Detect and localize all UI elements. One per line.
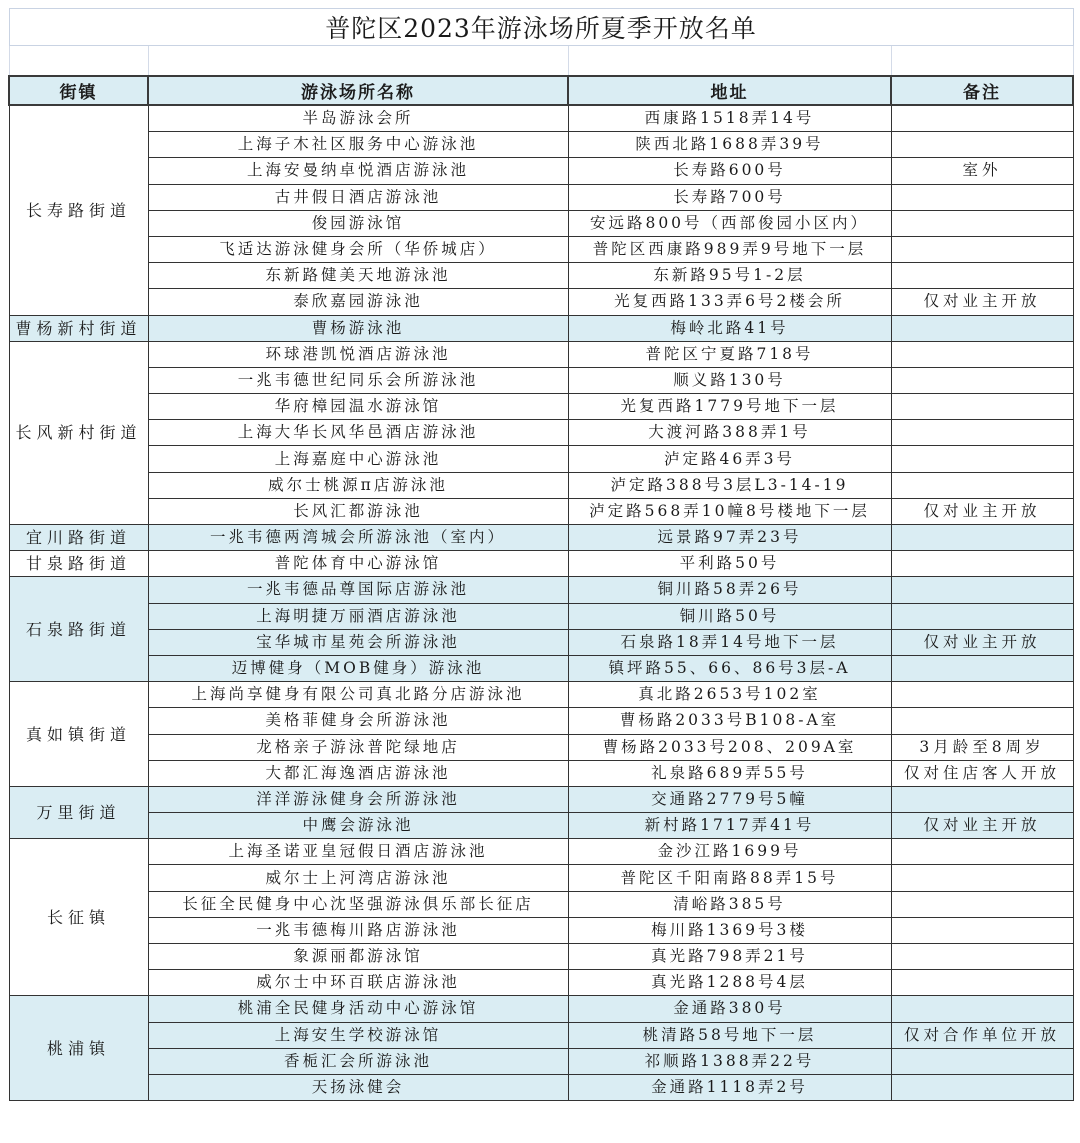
page-title: 普陀区2023年游泳场所夏季开放名单 [9,9,1073,46]
district-cell[interactable]: 石泉路街道 [9,577,148,682]
column-header-address: 地址 [568,76,891,105]
note-cell[interactable]: 室外 [891,158,1073,184]
note-cell[interactable]: 3月龄至8周岁 [891,734,1073,760]
table-row [9,367,1073,393]
address-cell[interactable]: 曹杨路2033号208、209A室 [568,734,891,760]
pool-name-cell[interactable]: 飞适达游泳健身会所（华侨城店） [148,236,568,262]
note-cell[interactable] [891,367,1073,393]
pool-name-cell[interactable]: 东新路健美天地游泳池 [148,263,568,289]
district-cell[interactable]: 甘泉路街道 [9,551,148,577]
note-cell[interactable] [891,1048,1073,1074]
address-cell[interactable]: 桃清路58号地下一层 [568,1022,891,1048]
table-row [9,629,1073,655]
table-row [9,813,1073,839]
pool-list-table [8,8,1074,1101]
column-header-pool-name: 游泳场所名称 [148,76,568,105]
address-cell[interactable]: 清峪路385号 [568,891,891,917]
note-cell[interactable] [891,184,1073,210]
table-row [9,105,1073,132]
pool-name-cell[interactable]: 香栀汇会所游泳池 [148,1048,568,1074]
table-row [9,263,1073,289]
pool-name-cell[interactable]: 长风汇都游泳池 [148,498,568,524]
header-row [9,76,1073,105]
note-cell[interactable] [891,786,1073,812]
address-cell[interactable]: 礼泉路689弄55号 [568,760,891,786]
note-cell[interactable] [891,577,1073,603]
address-cell[interactable]: 石泉路18弄14号地下一层 [568,629,891,655]
pool-name-cell[interactable]: 天扬泳健会 [148,1074,568,1100]
note-cell[interactable] [891,472,1073,498]
pool-name-cell[interactable]: 威尔士中环百联店游泳池 [148,970,568,996]
blank-cell[interactable] [148,46,568,77]
pool-name-cell[interactable]: 龙格亲子游泳普陀绿地店 [148,734,568,760]
pool-name-cell[interactable]: 中鹰会游泳池 [148,813,568,839]
table-row [9,682,1073,708]
pool-name-cell[interactable]: 一兆韦德两湾城会所游泳池（室内） [148,525,568,551]
address-cell[interactable]: 东新路95号1-2层 [568,263,891,289]
address-cell[interactable]: 梅岭北路41号 [568,315,891,341]
address-cell[interactable]: 普陀区西康路989弄9号地下一层 [568,236,891,262]
address-cell[interactable]: 梅川路1369号3楼 [568,917,891,943]
note-cell[interactable] [891,341,1073,367]
address-cell[interactable]: 大渡河路388弄1号 [568,420,891,446]
blank-cell[interactable] [9,46,148,77]
table-row [9,315,1073,341]
address-cell[interactable]: 普陀区千阳南路88弄15号 [568,865,891,891]
table-row [9,944,1073,970]
table-row [9,708,1073,734]
table-row [9,236,1073,262]
note-cell[interactable] [891,210,1073,236]
table-row [9,289,1073,315]
pool-name-cell[interactable]: 洋洋游泳健身会所游泳池 [148,786,568,812]
note-cell[interactable] [891,865,1073,891]
note-cell[interactable]: 仅对住店客人开放 [891,760,1073,786]
table-row [9,577,1073,603]
table-row [9,839,1073,865]
pool-name-cell[interactable]: 象源丽都游泳馆 [148,944,568,970]
table-row [9,786,1073,812]
address-cell[interactable]: 安远路800号（西部俊园小区内） [568,210,891,236]
blank-cell[interactable] [891,46,1073,77]
note-cell[interactable] [891,1074,1073,1100]
note-cell[interactable] [891,315,1073,341]
column-header-note: 备注 [891,76,1073,105]
address-cell[interactable]: 顺义路130号 [568,367,891,393]
note-cell[interactable] [891,891,1073,917]
pool-name-cell[interactable]: 一兆韦德梅川路店游泳池 [148,917,568,943]
table-row [9,525,1073,551]
address-cell[interactable]: 真北路2653号102室 [568,682,891,708]
address-cell[interactable]: 远景路97弄23号 [568,525,891,551]
note-cell[interactable] [891,682,1073,708]
pool-name-cell[interactable]: 环球港凯悦酒店游泳池 [148,341,568,367]
pool-name-cell[interactable]: 上海子木社区服务中心游泳池 [148,132,568,158]
note-cell[interactable]: 仅对业主开放 [891,813,1073,839]
table-row [9,341,1073,367]
table-row [9,472,1073,498]
address-cell[interactable]: 长寿路600号 [568,158,891,184]
address-cell[interactable]: 铜川路58弄26号 [568,577,891,603]
pool-name-cell[interactable]: 泰欣嘉园游泳池 [148,289,568,315]
table-row [9,446,1073,472]
note-cell[interactable] [891,839,1073,865]
column-header-district: 街镇 [9,76,148,105]
table-body [9,105,1073,1101]
note-cell[interactable] [891,708,1073,734]
address-cell[interactable]: 长寿路700号 [568,184,891,210]
address-cell[interactable]: 西康路1518弄14号 [568,105,891,132]
table-row [9,865,1073,891]
district-cell[interactable]: 长征镇 [9,839,148,996]
table-row [9,184,1073,210]
address-cell[interactable]: 平利路50号 [568,551,891,577]
address-cell[interactable]: 真光路798弄21号 [568,944,891,970]
address-cell[interactable]: 金通路1118弄2号 [568,1074,891,1100]
pool-name-cell[interactable]: 俊园游泳馆 [148,210,568,236]
table-row [9,603,1073,629]
address-cell[interactable]: 交通路2779号5幢 [568,786,891,812]
pool-name-cell[interactable]: 上海圣诺亚皇冠假日酒店游泳池 [148,839,568,865]
pool-name-cell[interactable]: 半岛游泳会所 [148,105,568,132]
address-cell[interactable]: 新村路1717弄41号 [568,813,891,839]
blank-cell[interactable] [568,46,891,77]
note-cell[interactable] [891,446,1073,472]
pool-name-cell[interactable]: 桃浦全民健身活动中心游泳馆 [148,996,568,1022]
pool-name-cell[interactable]: 上海安曼纳卓悦酒店游泳池 [148,158,568,184]
table-row [9,158,1073,184]
district-cell[interactable]: 宜川路街道 [9,525,148,551]
table-row [9,996,1073,1022]
table-row [9,498,1073,524]
pool-name-cell[interactable]: 威尔士桃源π店游泳池 [148,472,568,498]
note-cell[interactable] [891,263,1073,289]
note-cell[interactable]: 仅对业主开放 [891,289,1073,315]
table-row [9,1022,1073,1048]
address-cell[interactable]: 泸定路388号3层L3-14-19 [568,472,891,498]
pool-name-cell[interactable]: 一兆韦德世纪同乐会所游泳池 [148,367,568,393]
pool-name-cell[interactable]: 迈博健身（MOB健身）游泳池 [148,655,568,681]
table-row [9,970,1073,996]
table-row [9,655,1073,681]
note-cell[interactable] [891,917,1073,943]
table-row [9,891,1073,917]
note-cell[interactable] [891,996,1073,1022]
address-cell[interactable]: 泸定路46弄3号 [568,446,891,472]
pool-name-cell[interactable]: 上海大华长风华邑酒店游泳池 [148,420,568,446]
district-cell[interactable]: 万里街道 [9,786,148,838]
table-row [9,210,1073,236]
district-cell[interactable]: 曹杨新村街道 [9,315,148,341]
address-cell[interactable]: 镇坪路55、66、86号3层-A [568,655,891,681]
district-cell[interactable]: 长风新村街道 [9,341,148,524]
title-row [9,9,1073,46]
district-cell[interactable]: 真如镇街道 [9,682,148,787]
pool-name-cell[interactable]: 美格菲健身会所游泳池 [148,708,568,734]
pool-name-cell[interactable]: 曹杨游泳池 [148,315,568,341]
pool-name-cell[interactable]: 威尔士上河湾店游泳池 [148,865,568,891]
address-cell[interactable]: 光复西路133弄6号2楼会所 [568,289,891,315]
pool-name-cell[interactable]: 长征全民健身中心沈坚强游泳俱乐部长征店 [148,891,568,917]
note-cell[interactable] [891,105,1073,132]
address-cell[interactable]: 金通路380号 [568,996,891,1022]
note-cell[interactable] [891,525,1073,551]
address-cell[interactable]: 铜川路50号 [568,603,891,629]
address-cell[interactable]: 祁顺路1388弄22号 [568,1048,891,1074]
note-cell[interactable] [891,944,1073,970]
note-cell[interactable] [891,655,1073,681]
address-cell[interactable]: 泸定路568弄10幢8号楼地下一层 [568,498,891,524]
pool-name-cell[interactable]: 宝华城市星苑会所游泳池 [148,629,568,655]
district-cell[interactable]: 桃浦镇 [9,996,148,1101]
spreadsheet [8,8,1072,1101]
note-cell[interactable] [891,394,1073,420]
table-row [9,132,1073,158]
pool-name-cell[interactable]: 普陀体育中心游泳馆 [148,551,568,577]
table-row [9,734,1073,760]
note-cell[interactable] [891,132,1073,158]
note-cell[interactable] [891,551,1073,577]
address-cell[interactable]: 金沙江路1699号 [568,839,891,865]
table-row [9,1074,1073,1100]
pool-name-cell[interactable]: 古井假日酒店游泳池 [148,184,568,210]
blank-row [9,46,1073,77]
address-cell[interactable]: 真光路1288号4层 [568,970,891,996]
table-row [9,1048,1073,1074]
address-cell[interactable]: 普陀区宁夏路718号 [568,341,891,367]
district-cell[interactable]: 长寿路街道 [9,105,148,315]
note-cell[interactable] [891,603,1073,629]
address-cell[interactable]: 光复西路1779号地下一层 [568,394,891,420]
table-row [9,551,1073,577]
table-row [9,420,1073,446]
address-cell[interactable]: 陕西北路1688弄39号 [568,132,891,158]
pool-name-cell[interactable]: 上海尚享健身有限公司真北路分店游泳池 [148,682,568,708]
pool-name-cell[interactable]: 华府樟园温水游泳馆 [148,394,568,420]
pool-name-cell[interactable]: 上海嘉庭中心游泳池 [148,446,568,472]
pool-name-cell[interactable]: 大都汇海逸酒店游泳池 [148,760,568,786]
note-cell[interactable]: 仅对业主开放 [891,498,1073,524]
pool-name-cell[interactable]: 一兆韦德品尊国际店游泳池 [148,577,568,603]
pool-name-cell[interactable]: 上海明捷万丽酒店游泳池 [148,603,568,629]
note-cell[interactable] [891,420,1073,446]
address-cell[interactable]: 曹杨路2033号B108-A室 [568,708,891,734]
table-row [9,917,1073,943]
note-cell[interactable]: 仅对业主开放 [891,629,1073,655]
note-cell[interactable] [891,970,1073,996]
table-row [9,760,1073,786]
table-row [9,394,1073,420]
pool-name-cell[interactable]: 上海安生学校游泳馆 [148,1022,568,1048]
note-cell[interactable]: 仅对合作单位开放 [891,1022,1073,1048]
note-cell[interactable] [891,236,1073,262]
